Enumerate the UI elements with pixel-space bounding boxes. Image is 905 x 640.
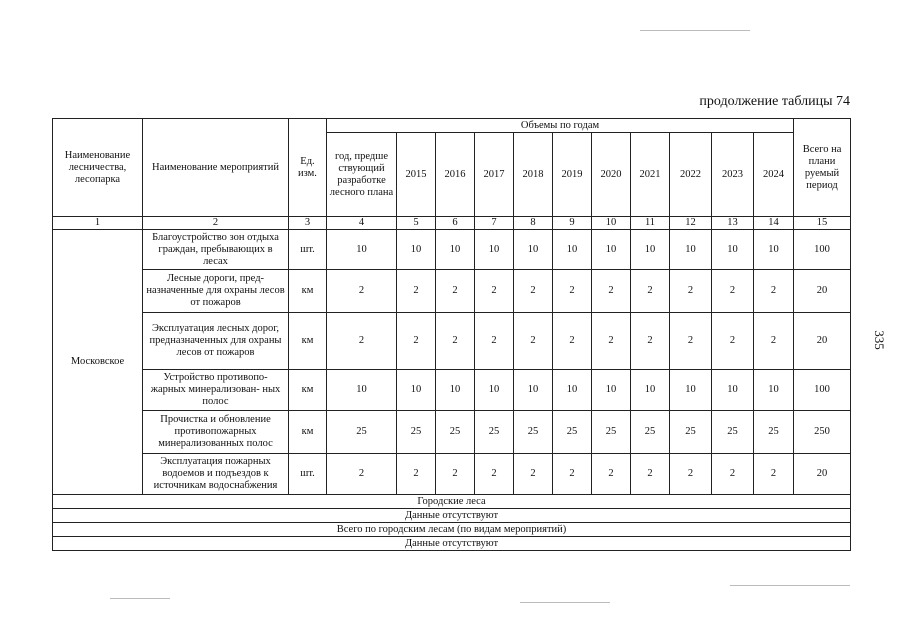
year-value: 10 [631,370,670,411]
year-value: 2 [592,454,631,495]
year-value: 2 [712,270,754,313]
year-value: 2 [475,270,514,313]
prev-year-value: 25 [327,411,397,454]
section-city-forests: Городские леса [53,495,851,509]
prev-year-value: 2 [327,454,397,495]
unit-cell: км [289,370,327,411]
prev-year-value: 2 [327,270,397,313]
year-value: 25 [514,411,553,454]
unit-cell: км [289,313,327,370]
header-year: 2022 [670,133,712,217]
column-number: 4 [327,217,397,230]
header-year: 2023 [712,133,754,217]
year-value: 10 [631,230,670,270]
year-value: 10 [754,370,794,411]
header-year: 2020 [592,133,631,217]
year-value: 10 [670,230,712,270]
year-value: 10 [712,230,754,270]
forest-activity-table [52,118,851,551]
year-value: 25 [397,411,436,454]
unit-cell: км [289,270,327,313]
year-value: 2 [475,313,514,370]
table-row [53,454,851,495]
total-value: 250 [794,411,851,454]
column-number: 8 [514,217,553,230]
year-value: 2 [436,454,475,495]
year-value: 2 [592,313,631,370]
activity-name: Благоустройство зон отдыха граждан, пребывающих в лесах [143,230,289,270]
year-value: 10 [514,370,553,411]
year-value: 2 [397,313,436,370]
unit-cell: км [289,411,327,454]
year-value: 10 [670,370,712,411]
column-number: 5 [397,217,436,230]
activity-name: Эксплуатация лесных дорог, предназначенных для охраны лесов от пожаров [143,313,289,370]
header-year: 2018 [514,133,553,217]
prev-year-value: 10 [327,230,397,270]
column-number: 1 [53,217,143,230]
year-value: 2 [754,270,794,313]
column-number: 3 [289,217,327,230]
year-value: 25 [553,411,592,454]
activity-name: Устройство противопо- жарных минерализован- ных полос [143,370,289,411]
year-value: 10 [475,230,514,270]
year-value: 25 [754,411,794,454]
year-value: 2 [436,313,475,370]
total-city-forests: Всего по городским лесам (по видам мероприятий) [53,523,851,537]
header-year: 2016 [436,133,475,217]
column-number: 12 [670,217,712,230]
year-value: 10 [553,370,592,411]
table-row [53,370,851,411]
column-number: 10 [592,217,631,230]
year-value: 2 [712,454,754,495]
header-total: Всего на плани руемый период [794,119,851,217]
year-value: 2 [592,270,631,313]
year-value: 2 [670,313,712,370]
year-value: 2 [514,270,553,313]
header-forestry: Наименование лесничества, лесопарка [53,119,143,217]
year-value: 2 [670,270,712,313]
table-row [53,411,851,454]
activity-name: Прочистка и обновление противопожарных минерализованных полос [143,411,289,454]
year-value: 2 [397,454,436,495]
year-value: 2 [754,454,794,495]
year-value: 2 [475,454,514,495]
year-value: 2 [754,313,794,370]
year-value: 10 [553,230,592,270]
year-value: 2 [712,313,754,370]
year-value: 10 [436,370,475,411]
year-value: 25 [475,411,514,454]
year-value: 10 [436,230,475,270]
column-number-row [53,217,851,230]
unit-cell: шт. [289,454,327,495]
column-number: 15 [794,217,851,230]
total-value: 20 [794,454,851,495]
table-row [53,270,851,313]
year-value: 2 [670,454,712,495]
year-value: 25 [436,411,475,454]
column-number: 13 [712,217,754,230]
header-prev-year: год, предше ствующий разработке лесного плана [327,133,397,217]
year-value: 2 [631,454,670,495]
year-value: 10 [397,370,436,411]
year-value: 2 [514,313,553,370]
year-value: 25 [670,411,712,454]
table-row [53,313,851,370]
table-caption: продолжение таблицы 74 [699,94,850,109]
column-number: 11 [631,217,670,230]
year-value: 2 [631,313,670,370]
prev-year-value: 10 [327,370,397,411]
year-value: 2 [514,454,553,495]
year-value: 10 [592,230,631,270]
no-data-total: Данные отсутствуют [53,537,851,551]
activity-name: Эксплуатация пожарных водоемов и подъездов к источникам водоснабжения [143,454,289,495]
header-volumes: Объемы по годам [327,119,794,133]
column-number: 2 [143,217,289,230]
year-value: 25 [592,411,631,454]
no-data-city: Данные отсутствуют [53,509,851,523]
column-number: 6 [436,217,475,230]
year-value: 25 [712,411,754,454]
year-value: 10 [754,230,794,270]
header-unit: Ед. изм. [289,119,327,217]
total-value: 100 [794,370,851,411]
year-value: 2 [553,454,592,495]
forestry-name: Московское [53,230,143,495]
year-value: 25 [631,411,670,454]
year-value: 2 [397,270,436,313]
year-value: 2 [631,270,670,313]
unit-cell: шт. [289,230,327,270]
total-value: 100 [794,230,851,270]
page-number: 335 [872,330,887,350]
header-row-top [53,119,851,133]
year-value: 2 [553,313,592,370]
total-value: 20 [794,270,851,313]
header-year: 2019 [553,133,592,217]
total-value: 20 [794,313,851,370]
table-row [53,230,851,270]
column-number: 7 [475,217,514,230]
year-value: 10 [712,370,754,411]
year-value: 2 [436,270,475,313]
prev-year-value: 2 [327,313,397,370]
header-year: 2021 [631,133,670,217]
year-value: 2 [553,270,592,313]
year-value: 10 [592,370,631,411]
header-year: 2017 [475,133,514,217]
year-value: 10 [514,230,553,270]
activity-name: Лесные дороги, пред- назначенные для охраны лесов от пожаров [143,270,289,313]
header-year: 2015 [397,133,436,217]
column-number: 14 [754,217,794,230]
year-value: 10 [475,370,514,411]
column-number: 9 [553,217,592,230]
header-year: 2024 [754,133,794,217]
year-value: 10 [397,230,436,270]
header-activity: Наименование мероприятий [143,119,289,217]
